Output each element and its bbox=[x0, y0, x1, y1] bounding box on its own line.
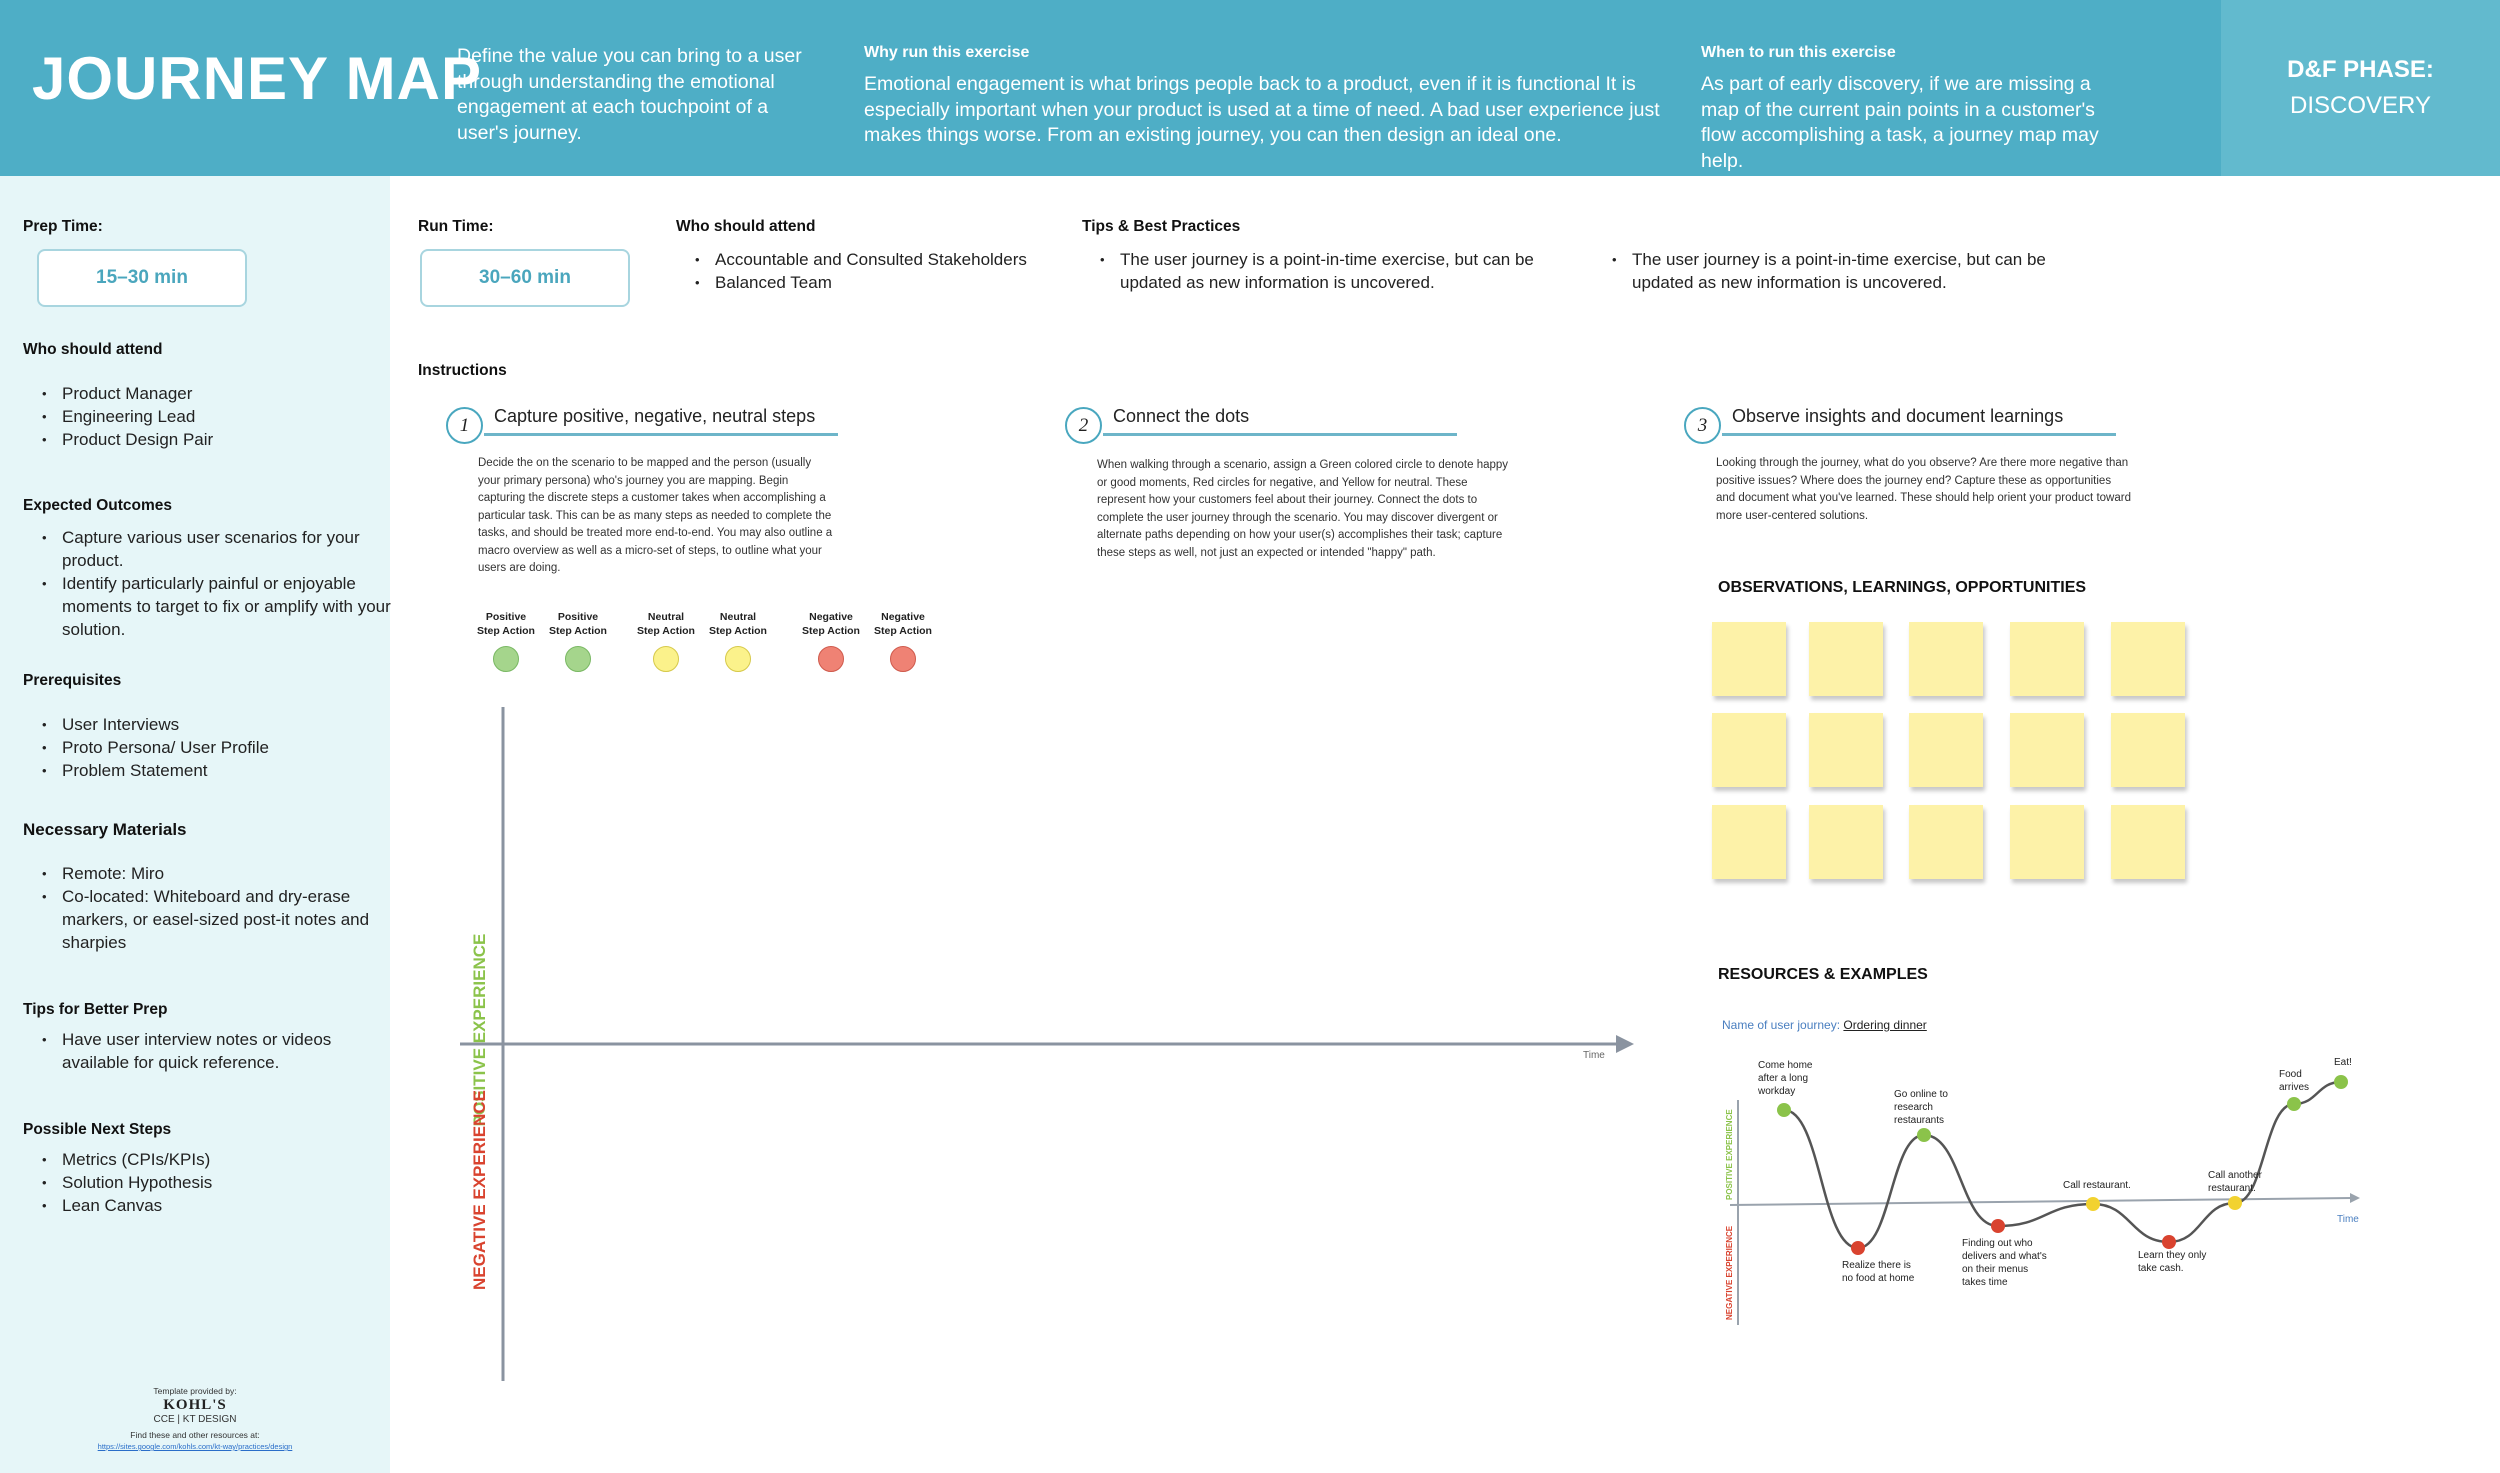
legend-label bbox=[626, 610, 706, 638]
positive-experience-label: POSITIVE EXPERIENCE bbox=[470, 933, 489, 1127]
example-point-label-line: takes time bbox=[1962, 1277, 2008, 1288]
prep-time-value: 15–30 min bbox=[37, 249, 247, 307]
sticky-note[interactable] bbox=[2010, 713, 2084, 787]
prereq-list bbox=[22, 713, 402, 782]
step-desc-3: Looking through the journey, what do you observe? Are there more negative than positive issues? Where does the journey end? Capture these as opportunities and document what you've learned. These should help orient your product toward more user-centered solutions. bbox=[1716, 457, 2131, 522]
example-point-label-line: Eat! bbox=[2334, 1057, 2352, 1068]
step-number-2: 2 bbox=[1065, 407, 1102, 444]
example-name-label: Name of user journey: bbox=[1722, 1018, 1841, 1032]
step-number-3: 3 bbox=[1684, 407, 1721, 444]
legend-dot[interactable] bbox=[493, 646, 519, 672]
legend-label-line1: Positive bbox=[485, 611, 527, 623]
legend-label bbox=[791, 610, 871, 638]
next-steps-list bbox=[22, 1148, 402, 1217]
example-point-positive bbox=[1917, 1128, 1931, 1142]
example-point-label bbox=[1962, 1238, 2047, 1288]
list-item: • Co-located: Whiteboard and dry-erase markers, or easel-sized post-it notes and sharpies bbox=[62, 885, 402, 954]
tips-best-list-2 bbox=[1592, 248, 2072, 294]
legend-dot[interactable] bbox=[818, 646, 844, 672]
sticky-note[interactable] bbox=[1712, 713, 1786, 787]
list-item: • Engineering Lead bbox=[62, 405, 402, 428]
example-point-label-line: delivers and what's bbox=[1962, 1251, 2047, 1262]
negative-experience-label: NEGATIVE EXPERIENCE bbox=[470, 1090, 489, 1290]
run-time-title: Run Time: bbox=[418, 218, 494, 235]
tips-best-list bbox=[1080, 248, 1560, 294]
observations-title: OBSERVATIONS, LEARNINGS, OPPORTUNITIES bbox=[1718, 579, 2087, 596]
next-steps-title: Possible Next Steps bbox=[23, 1121, 172, 1138]
footer-link[interactable]: https://sites.google.com/kohls.com/kt-way/practices/design bbox=[97, 1442, 293, 1451]
sticky-note[interactable] bbox=[2111, 713, 2185, 787]
sidebar-attend-title: Who should attend bbox=[23, 341, 163, 358]
why-title: Why run this exercise bbox=[864, 44, 1030, 61]
step-title-1: Capture positive, negative, neutral steps bbox=[494, 406, 816, 426]
sticky-note[interactable] bbox=[2111, 622, 2185, 696]
example-point-positive bbox=[2287, 1097, 2301, 1111]
example-point-label-line: after a long bbox=[1758, 1073, 1809, 1084]
legend-label-line2: Step Action bbox=[709, 625, 767, 637]
step-desc-1: Decide the on the scenario to be mapped and the person (usually your primary persona) who's journey you are mapping. Begin capturing the discrete steps a customer takes when accomplishing a particular task. This can be as many steps as needed to complete the tasks, and should be treated more end-to-end. You may also outline a macro overview as well as a micro-set of steps, to outline what your users are doing. bbox=[478, 457, 833, 574]
legend-label bbox=[698, 610, 778, 638]
list-item: • The user journey is a point-in-time exercise, but can be updated as new information is uncovered. bbox=[1120, 248, 1560, 294]
list-item: • Lean Canvas bbox=[62, 1194, 402, 1217]
sticky-note[interactable] bbox=[1809, 622, 1883, 696]
example-point-negative bbox=[1991, 1219, 2005, 1233]
when-title: When to run this exercise bbox=[1701, 44, 1896, 61]
example-point-label-line: workday bbox=[1758, 1086, 1796, 1097]
list-item: • Proto Persona/ User Profile bbox=[62, 736, 402, 759]
example-point-label-line: Go online to bbox=[1894, 1089, 1948, 1100]
example-point-label-line: Finding out who bbox=[1962, 1238, 2033, 1249]
step-underline-2 bbox=[1103, 433, 1457, 436]
example-point-positive bbox=[2334, 1075, 2348, 1089]
list-item: • Metrics (CPIs/KPIs) bbox=[62, 1148, 402, 1171]
materials-title: Necessary Materials bbox=[23, 820, 187, 839]
prep-time-title: Prep Time: bbox=[23, 218, 103, 235]
example-point-label-line: restaurants bbox=[1894, 1115, 1945, 1126]
legend-dot[interactable] bbox=[565, 646, 591, 672]
materials-list bbox=[22, 862, 402, 954]
legend-label bbox=[466, 610, 546, 638]
sticky-note[interactable] bbox=[1809, 805, 1883, 879]
example-point-label-line: Call restaurant. bbox=[2063, 1180, 2131, 1191]
why-text: Emotional engagement is what brings people back to a product, even if it is functional It is especially important when your product is used at a time of need. A bad user experience just makes things worse. From an existing journey, you can then design an ideal one. bbox=[864, 73, 1660, 146]
example-positive-label: POSITIVE EXPERIENCE bbox=[1725, 1109, 1734, 1200]
resources-title: RESOURCES & EXAMPLES bbox=[1718, 966, 1928, 983]
list-item: • The user journey is a point-in-time exercise, but can be updated as new information is uncovered. bbox=[1632, 248, 2072, 294]
example-point-negative bbox=[1851, 1241, 1865, 1255]
tips-prep-list bbox=[22, 1028, 402, 1074]
legend-dot[interactable] bbox=[890, 646, 916, 672]
sticky-note[interactable] bbox=[1809, 713, 1883, 787]
example-x-arrow-icon bbox=[2350, 1193, 2360, 1203]
sticky-note[interactable] bbox=[1712, 622, 1786, 696]
footer-team: CCE | KT DESIGN bbox=[153, 1414, 237, 1425]
example-point-label-line: Learn they only bbox=[2138, 1250, 2207, 1261]
sticky-note[interactable] bbox=[2010, 805, 2084, 879]
sticky-note[interactable] bbox=[2010, 622, 2084, 696]
list-item: • Problem Statement bbox=[62, 759, 402, 782]
journey-axes bbox=[440, 695, 1650, 1390]
sidebar-attend-list bbox=[22, 382, 402, 451]
example-point-label-line: research bbox=[1894, 1102, 1933, 1113]
kohls-logo: KOHL'S bbox=[163, 1397, 227, 1413]
example-point-positive bbox=[1777, 1103, 1791, 1117]
example-name-value[interactable]: Ordering dinner bbox=[1843, 1018, 1927, 1032]
sticky-note[interactable] bbox=[1909, 713, 1983, 787]
example-point-label-line: Food bbox=[2279, 1069, 2302, 1080]
phase-value: DISCOVERY bbox=[2290, 92, 2431, 119]
list-item: • Product Design Pair bbox=[62, 428, 402, 451]
example-point-label-line: on their menus bbox=[1962, 1264, 2029, 1275]
legend-label-line2: Step Action bbox=[549, 625, 607, 637]
legend-label-line2: Step Action bbox=[802, 625, 860, 637]
legend-label-line1: Positive bbox=[557, 611, 599, 623]
example-journey-curve bbox=[1784, 1082, 2341, 1248]
legend-label-line2: Step Action bbox=[637, 625, 695, 637]
x-axis-arrow-icon bbox=[1616, 1035, 1634, 1053]
example-point-label bbox=[2279, 1069, 2309, 1093]
legend-label bbox=[538, 610, 618, 638]
instructions-title: Instructions bbox=[418, 362, 507, 379]
step-title-3: Observe insights and document learnings bbox=[1732, 406, 2064, 426]
legend-label-line2: Step Action bbox=[874, 625, 932, 637]
legend-dot[interactable] bbox=[725, 646, 751, 672]
legend-label bbox=[863, 610, 943, 638]
step-underline-1 bbox=[484, 433, 838, 436]
example-time-label: Time bbox=[2337, 1214, 2359, 1225]
example-point-neutral bbox=[2086, 1197, 2100, 1211]
example-point-label-line: restaurant. bbox=[2208, 1183, 2256, 1194]
example-point-label-line: no food at home bbox=[1842, 1273, 1915, 1284]
step-underline-3 bbox=[1722, 433, 2116, 436]
example-point-label-line: arrives bbox=[2279, 1082, 2310, 1093]
step-number-1: 1 bbox=[446, 407, 483, 444]
example-point-label-line: Come home bbox=[1758, 1060, 1813, 1071]
tips-best-title: Tips & Best Practices bbox=[1082, 218, 1241, 235]
list-item: • Product Manager bbox=[62, 382, 402, 405]
example-point-label-line: Call another bbox=[2208, 1170, 2262, 1181]
example-name bbox=[1722, 1018, 1927, 1032]
sticky-note[interactable] bbox=[1712, 805, 1786, 879]
phase-box bbox=[2221, 0, 2500, 176]
prereq-title: Prerequisites bbox=[23, 672, 122, 689]
example-negative-label: NEGATIVE EXPERIENCE bbox=[1725, 1225, 1734, 1320]
example-point-label-line: Realize there is bbox=[1842, 1260, 1911, 1271]
legend-label-line1: Negative bbox=[809, 611, 853, 623]
main-attend-title: Who should attend bbox=[676, 218, 816, 235]
sticky-note[interactable] bbox=[1909, 805, 1983, 879]
example-point-label bbox=[2138, 1250, 2206, 1274]
legend-label-line2: Step Action bbox=[477, 625, 535, 637]
sticky-note[interactable] bbox=[1909, 622, 1983, 696]
header-intro: Define the value you can bring to a user through understanding the emotional engagement at each touchpoint of a user's journey. bbox=[457, 45, 802, 144]
outcomes-title: Expected Outcomes bbox=[23, 497, 173, 514]
example-point-label bbox=[2334, 1057, 2352, 1068]
list-item: • Have user interview notes or videos available for quick reference. bbox=[62, 1028, 402, 1074]
step-title-2: Connect the dots bbox=[1113, 406, 1250, 426]
sticky-note[interactable] bbox=[2111, 805, 2185, 879]
example-point-negative bbox=[2162, 1235, 2176, 1249]
list-item: • Capture various user scenarios for your product. bbox=[62, 526, 397, 572]
page-title: JOURNEY MAP bbox=[32, 45, 482, 112]
list-item: • Remote: Miro bbox=[62, 862, 402, 885]
example-point-label bbox=[1757, 1060, 1813, 1097]
step-desc-2: When walking through a scenario, assign a Green colored circle to denote happy or good moments, Red circles for negative, and Yellow for neutral. These represent how your customers feel about their journey. Connect the dots to complete the user journey through the scenario. You may discover divergent or alternate paths depending on how your user(s) accomplishes their task; capture these steps as well, not just an expected or intended "happy" path. bbox=[1097, 459, 1509, 559]
legend-label-line1: Neutral bbox=[647, 611, 685, 623]
main-attend-list bbox=[675, 248, 1095, 294]
footer-provided: Template provided by: bbox=[153, 1386, 237, 1396]
phase-label: D&F PHASE: bbox=[2287, 56, 2434, 83]
example-points bbox=[1757, 1057, 2352, 1288]
legend-label-line1: Negative bbox=[881, 611, 925, 623]
example-journey-chart bbox=[1720, 1040, 2370, 1330]
when-text: As part of early discovery, if we are missing a map of the current pain points in a customer's flow accomplishing a task, a journey map may help. bbox=[1701, 73, 2099, 172]
footer-find: Find these and other resources at: bbox=[130, 1430, 260, 1440]
legend-dot[interactable] bbox=[653, 646, 679, 672]
example-point-neutral bbox=[2228, 1196, 2242, 1210]
list-item: • Solution Hypothesis bbox=[62, 1171, 402, 1194]
list-item: • Accountable and Consulted Stakeholders bbox=[715, 248, 1095, 271]
example-point-label bbox=[1842, 1260, 1915, 1284]
run-time-value: 30–60 min bbox=[420, 249, 630, 307]
example-point-label bbox=[2063, 1180, 2131, 1191]
tips-prep-title: Tips for Better Prep bbox=[23, 1001, 168, 1018]
legend-label-line1: Neutral bbox=[719, 611, 757, 623]
outcomes-list bbox=[22, 526, 397, 641]
example-point-label bbox=[1894, 1089, 1948, 1126]
list-item: • User Interviews bbox=[62, 713, 402, 736]
list-item: • Balanced Team bbox=[715, 271, 1095, 294]
time-label: Time bbox=[1583, 1050, 1605, 1061]
example-x-axis bbox=[1730, 1198, 2352, 1205]
example-point-label-line: take cash. bbox=[2138, 1263, 2184, 1274]
list-item: • Identify particularly painful or enjoyable moments to target to fix or amplify with your solution. bbox=[62, 572, 397, 641]
